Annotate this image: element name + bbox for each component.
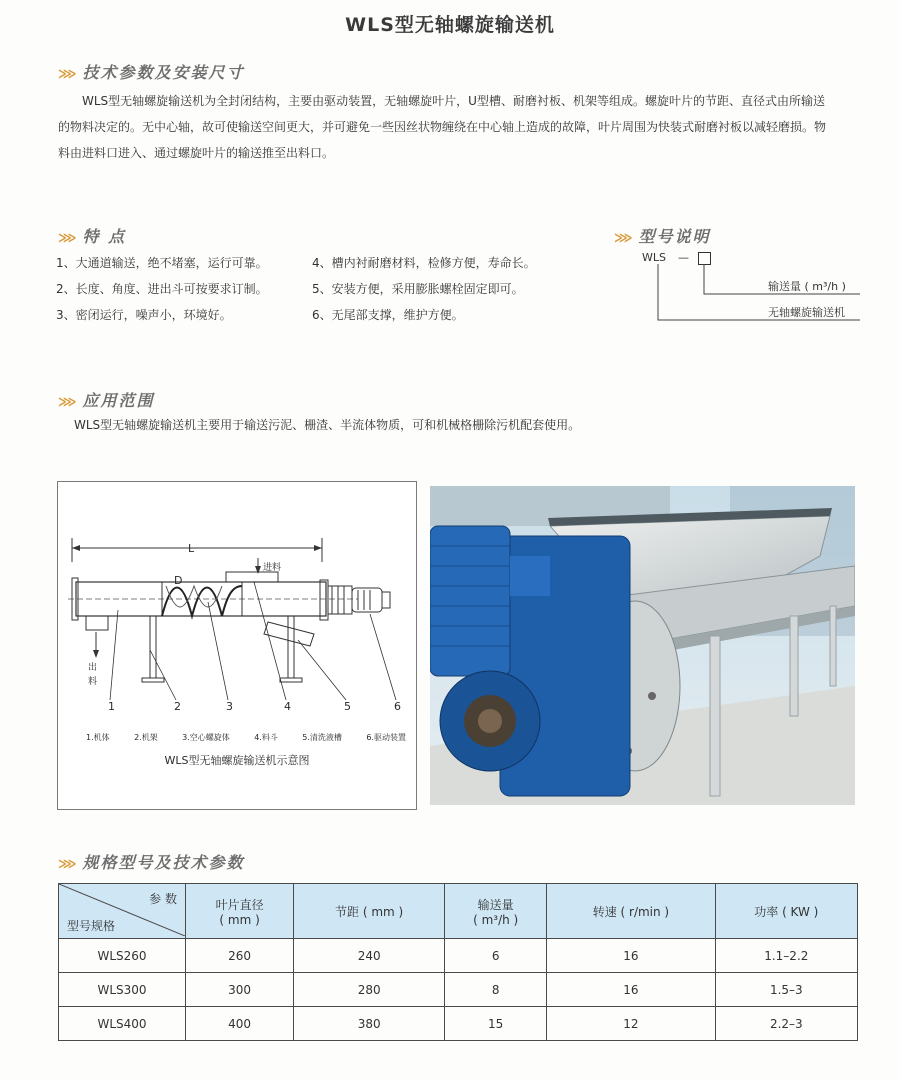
photo-drawing <box>430 486 855 805</box>
tech-line-3: 料由进料口进入、通过螺旋叶片的输送推至出料口。 <box>58 146 335 160</box>
bullet-icon: ⋙ <box>58 231 77 246</box>
model-heading-text: 型号说明 <box>638 227 711 246</box>
diameter-label: D <box>174 574 183 587</box>
tech-heading-text: 技术参数及安装尺寸 <box>82 63 245 82</box>
table-cell: 380 <box>294 1007 445 1041</box>
col-header-line: 输送量 <box>477 897 514 912</box>
bullet-icon: ⋙ <box>58 857 77 872</box>
table-cell: 280 <box>294 973 445 1007</box>
feature-item: 1、大通道输送，绝不堵塞，运行可靠。 <box>56 256 268 270</box>
col-header-line: 叶片直径 <box>215 897 264 912</box>
table-cell: 16 <box>547 973 715 1007</box>
legend-item: 6.驱动装置 <box>366 733 406 742</box>
features-heading <box>58 224 126 247</box>
part-legend <box>86 732 406 743</box>
table-cell: 6 <box>445 939 547 973</box>
model-name-label: 无轴螺旋输送机 <box>768 306 845 319</box>
table-cell: WLS400 <box>59 1007 186 1041</box>
features-col-2 <box>312 250 572 328</box>
tech-paragraph <box>58 88 858 166</box>
table-row <box>59 973 858 1007</box>
features-heading-text: 特 点 <box>82 227 127 246</box>
col-header-line: 节距 ( mm ) <box>335 904 404 919</box>
part-number: 2 <box>174 700 181 713</box>
spec-corner-cell <box>59 884 186 939</box>
table-cell: 300 <box>186 973 294 1007</box>
legend-item: 3.空心螺旋体 <box>182 733 230 742</box>
table-row <box>59 1007 858 1041</box>
feature-item: 3、密闭运行，噪声小，环境好。 <box>56 308 232 322</box>
bullet-icon: ⋙ <box>58 67 77 82</box>
table-cell: 400 <box>186 1007 294 1041</box>
diagram-caption: WLS型无轴螺旋输送机示意图 <box>164 754 310 767</box>
product-photo <box>430 486 855 805</box>
feature-item: 4、槽内衬耐磨材料，检修方便，寿命长。 <box>312 256 536 270</box>
application-heading <box>58 388 155 411</box>
table-row <box>59 939 858 973</box>
application-text: WLS型无轴螺旋输送机主要用于输送污泥、栅渣、半流体物质，可和机械格栅除污机配套使用。 <box>74 418 581 432</box>
col-header-line: 功率 ( KW ) <box>754 904 819 919</box>
model-dash: — <box>678 251 689 264</box>
tech-line-1: WLS型无轴螺旋输送机为全封闭结构，主要由驱动装置，无轴螺旋叶片，U型槽、耐磨衬板、机架等组成。螺旋叶片的节距、直径式由所输送 <box>82 94 825 108</box>
schematic-diagram <box>57 481 417 810</box>
table-cell: WLS260 <box>59 939 186 973</box>
outlet-label-1: 出 <box>88 663 98 673</box>
table-cell: 260 <box>186 939 294 973</box>
table-cell: 12 <box>547 1007 715 1041</box>
bullet-icon: ⋙ <box>614 231 633 246</box>
model-diagram <box>628 248 868 328</box>
outlet-label-2: 料 <box>88 677 98 687</box>
part-number: 3 <box>226 700 233 713</box>
legend-item: 2.机架 <box>134 733 158 742</box>
page-title: WLS型无轴螺旋输送机 <box>345 14 555 36</box>
part-number: 6 <box>394 700 401 713</box>
legend-item: 1.机体 <box>86 733 110 742</box>
table-cell: WLS300 <box>59 973 186 1007</box>
spec-table <box>58 883 858 1041</box>
features-col-1 <box>56 250 306 328</box>
spec-col-header <box>186 884 294 939</box>
legend-item: 4.料斗 <box>254 733 278 742</box>
corner-bottom-label: 型号规格 <box>67 919 116 933</box>
spec-header-row <box>59 884 858 939</box>
spec-col-header <box>547 884 715 939</box>
table-cell: 240 <box>294 939 445 973</box>
spec-col-header <box>715 884 857 939</box>
tech-line-2: 的物料决定的。无中心轴，故可使输送空间更大，并可避免一些因丝状物缠绕在中心轴上造成的故障，叶片周围为快装式耐磨衬板以减轻磨损。物 <box>58 120 827 134</box>
part-number: 4 <box>284 700 291 713</box>
part-number: 5 <box>344 700 351 713</box>
feature-item: 6、无尾部支撑，维护方便。 <box>312 308 464 322</box>
table-cell: 16 <box>547 939 715 973</box>
col-header-line: ( m³/h ) <box>473 912 519 927</box>
table-cell: 15 <box>445 1007 547 1041</box>
feature-item: 5、安装方便，采用膨胀螺栓固定即可。 <box>312 282 524 296</box>
spec-col-header <box>445 884 547 939</box>
legend-item: 5.清洗液槽 <box>302 733 342 742</box>
spec-col-header <box>294 884 445 939</box>
table-cell: 1.1–2.2 <box>715 939 857 973</box>
part-number: 1 <box>108 700 115 713</box>
length-label: L <box>188 542 195 555</box>
model-prefix: WLS <box>642 251 666 264</box>
model-heading <box>614 224 711 247</box>
col-header-line: ( mm ) <box>219 912 260 927</box>
table-cell: 2.2–3 <box>715 1007 857 1041</box>
spec-heading <box>58 850 245 873</box>
corner-top-label: 参 数 <box>149 892 177 906</box>
inlet-label: 进料 <box>263 563 282 573</box>
model-capacity-label: 输送量 ( m³/h ) <box>768 280 846 293</box>
bullet-icon: ⋙ <box>58 395 77 410</box>
tech-heading <box>58 60 245 83</box>
feature-item: 2、长度、角度、进出斗可按要求订制。 <box>56 282 268 296</box>
table-cell: 1.5–3 <box>715 973 857 1007</box>
spec-heading-text: 规格型号及技术参数 <box>82 853 245 872</box>
table-cell: 8 <box>445 973 547 1007</box>
col-header-line: 转速 ( r/min ) <box>592 904 670 919</box>
application-heading-text: 应用范围 <box>82 391 155 410</box>
